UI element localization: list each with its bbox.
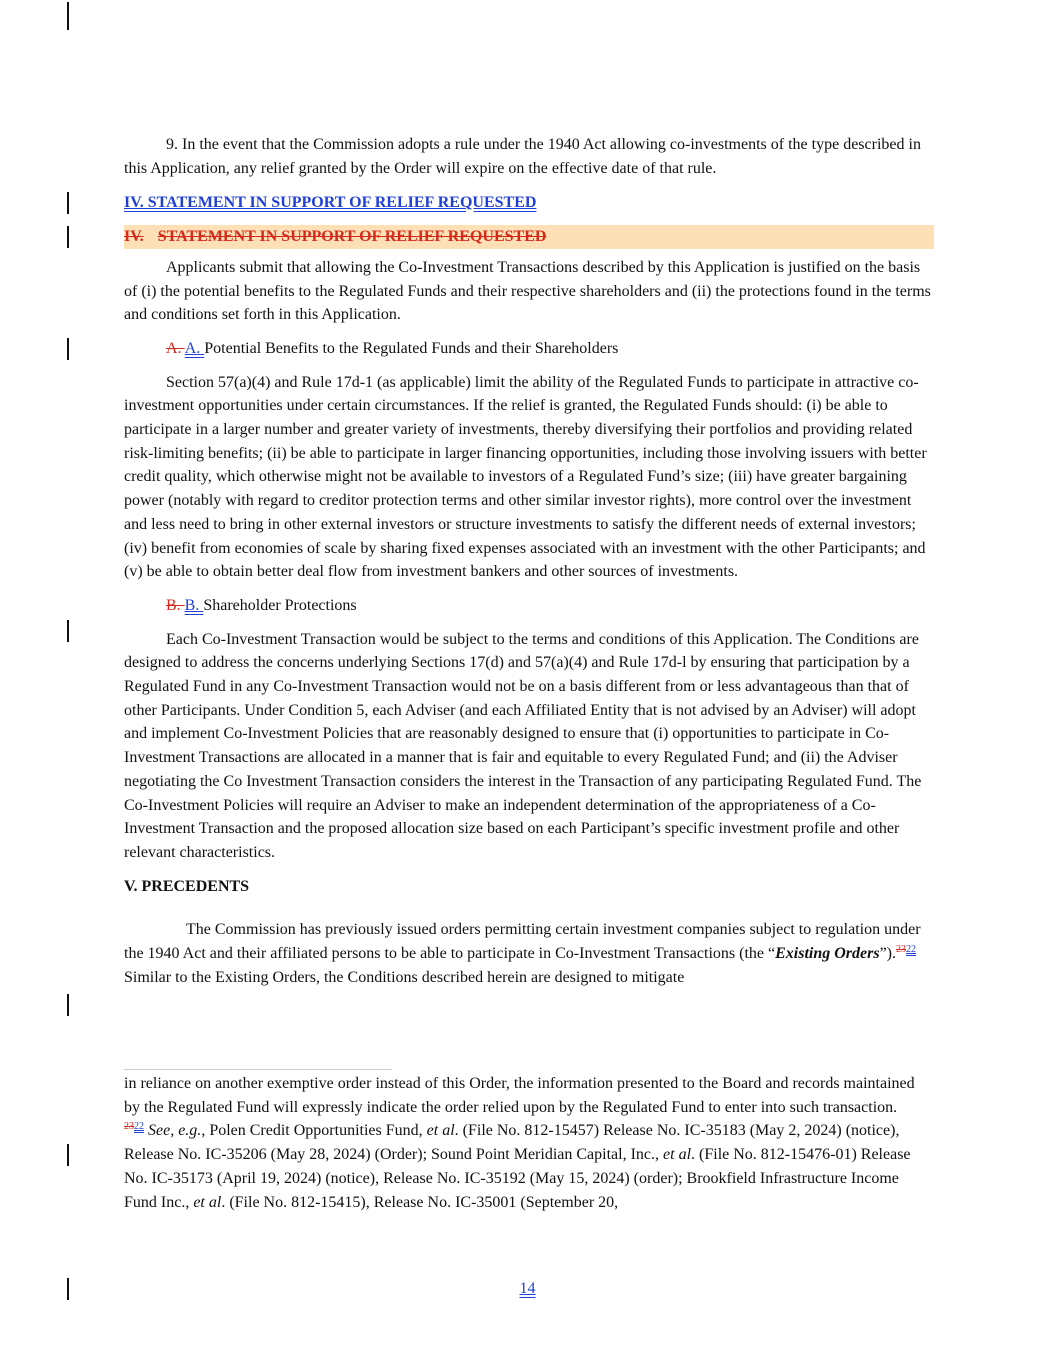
footnote-22: $^{2322}$ See, e.g., Polen Credit Opportunities Fund, et al. (File No. 812-15457) Release No. IC-35183 (May 2, 2024) (notice), Release No. IC-35206 (May 28, 2024) (Order); Sound Point Meridian Capital, Inc., et al. (File No. 812-15476-01) Release No. IC-35173 (April 19, 2024) (notice), Release No. IC-35192 (May 15, 2024) (order); Brookfield Infrastructure Income Fund Inc., et al. (File No. 812-15415), Release No. IC-35001 (September 20, — [124, 1121, 911, 1211]
footnote-separator — [124, 1069, 392, 1070]
page-number: 14 — [519, 1280, 536, 1297]
paragraph-shareholder-protections: Each Co-Investment Transaction would be subject to the terms and conditions of this Application. The Conditions are designed to address the concerns underlying Sections 17(d) and 57(a)(4) and Rule 17d-l by ensuring that participation by a Regulated Fund in any Co-Investment Transaction would not be on a basis different from or less advantageous than that of other Participants. Under Condition 5, each Adviser (and each Affiliated Entity that is not advised by an Adviser) will adopt and implement Co-Investment Policies that are reasonably designed to ensure that (i) opportunities to participate in Co-Investment Transactions are allocated in a manner that is fair and equitable to every Regulated Fund; and (ii) the Adviser negotiating the Co Investment Transaction considers the interest in the Transaction of any participating Regulated Fund. The Co-Investment Policies will require an Adviser to make an independent determination of the appropriateness of a Co-Investment Transaction and the proposed allocation size based on each Participant’s specific investment profile and other relevant characteristics. — [124, 630, 922, 861]
heading-iv-deleted: IV. STATEMENT IN SUPPORT OF RELIEF REQUESTED — [124, 225, 934, 249]
page-body — [124, 133, 932, 990]
footnotes — [124, 1072, 932, 1214]
change-bar — [67, 338, 69, 360]
paragraph-9: 9. In the event that the Commission adopts a rule under the 1940 Act allowing co-investments of the type described in this Application, any relief granted by the Order will expire on the effective date of that rule. — [124, 136, 921, 177]
paragraph-applicants: Applicants submit that allowing the Co-Investment Transactions described by this Application is justified on the basis of (i) the potential benefits to the Regulated Funds and their respective shareholders and (ii) the protections found in the terms and conditions set forth in this Application. — [124, 258, 931, 324]
change-bar — [67, 226, 69, 248]
change-bar — [67, 994, 69, 1016]
heading-iv-inserted: IV. STATEMENT IN SUPPORT OF RELIEF REQUESTED — [124, 194, 537, 212]
footnote-continuation: in reliance on another exemptive order instead of this Order, the information presented to the Board and records maintained by the Regulated Fund will expressly indicate the order relied upon by the Regulated Fund to enter into such transaction. — [124, 1075, 915, 1116]
change-bar — [67, 192, 69, 214]
paragraph-precedents: The Commission has previously issued orders permitting certain investment companies subject to regulation under the 1940 Act and their affiliated persons to be able to participate in Co-Investment Transactions (the “Existing Orders”).$^{2322}$ Similar to the Existing Orders, the Conditions described herein are designed to mitigate — [124, 921, 921, 986]
subheading-b: B. B. Shareholder Protections — [166, 596, 357, 614]
footnote-number: 2322 — [124, 1121, 144, 1133]
paragraph-section-57: Section 57(a)(4) and Rule 17d-1 (as applicable) limit the ability of the Regulated Funds to participate in attractive co-investment opportunities under certain circumstances. If the relief is granted, the Regulated Funds should: (i) be able to participate in a larger number and greater variety of investments, thereby diversifying their portfolios and providing related risk-limiting benefits; (ii) be able to participate in larger financing opportunities, including those involving issuers with better credit quality, which otherwise might not be available to investors of a Regulated Fund’s size; (iii) have greater bargaining power (notably with regard to creditor protection terms and other similar investor rights), more control over the investment and less need to bring in other external investors or structure investments to satisfy the different needs of external investors; (iv) benefit from economies of scale by sharing fixed expenses associated with an investment with the other Participants; and (v) be able to obtain better deal flow from investment bankers and other sources of investments. — [124, 373, 927, 581]
heading-v: V. PRECEDENTS — [124, 877, 250, 895]
footnote-ref[interactable]: 2322 — [896, 944, 916, 956]
change-bar — [67, 2, 69, 30]
change-bar — [67, 1144, 69, 1166]
change-bar — [67, 620, 69, 642]
subheading-a: A. A. Potential Benefits to the Regulated Funds and their Shareholders — [166, 339, 619, 357]
